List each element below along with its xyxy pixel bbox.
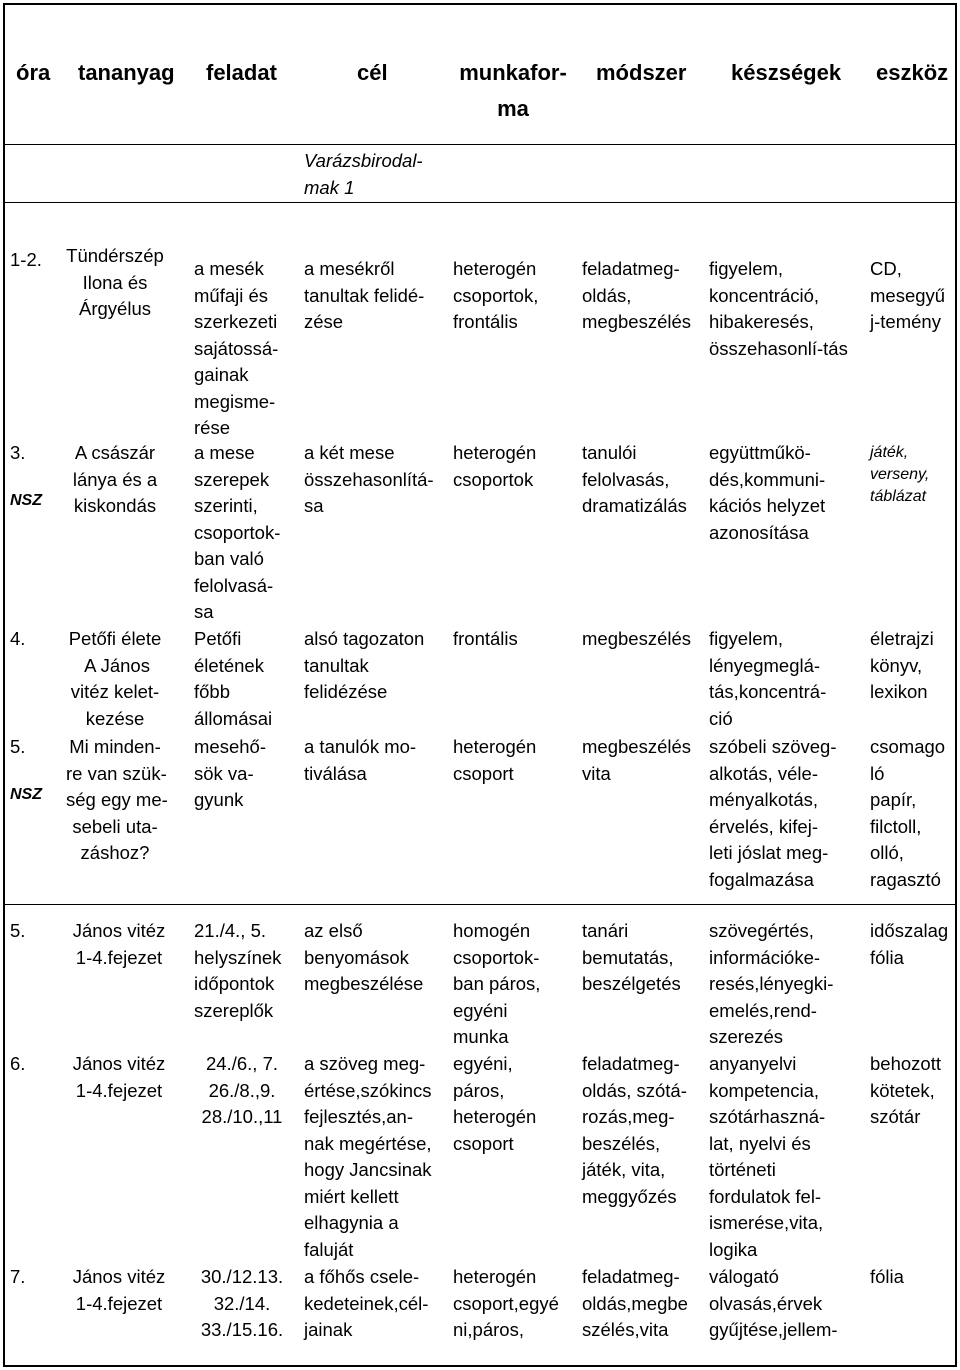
row6-tananyag: János vitéz 1-4.fejezet bbox=[72, 1053, 166, 1101]
row5-modszer: tanári bemutatás, beszélgetés bbox=[582, 920, 681, 994]
row2-munkaforma: heterogén csoportok bbox=[453, 442, 537, 490]
row2-modszer: tanulói felolvasás, dramatizálás bbox=[582, 442, 687, 516]
row2-eszkoz: játék, verseny, táblázat bbox=[870, 444, 930, 505]
row3-modszer: megbeszélés bbox=[582, 628, 692, 649]
row3-eszkoz: életrajzi könyv, lexikon bbox=[870, 628, 934, 702]
row4-modszer: megbeszélés vita bbox=[582, 736, 692, 784]
row1-ora: 1-2. bbox=[10, 249, 42, 270]
row4-tananyag: Mi minden- re van szük- ség egy me- sebeli uta- záshoz? bbox=[66, 736, 168, 863]
row5-cel: az első benyomások megbeszélése bbox=[304, 920, 424, 994]
header-feladat: feladat bbox=[206, 60, 277, 85]
header-ora: óra bbox=[16, 60, 51, 85]
row6-feladat: 24./6., 7. 26./8.,9. 28./10.,11 bbox=[201, 1053, 283, 1127]
header-cel: cél bbox=[357, 60, 388, 85]
row1-tananyag: Tündérszép Ilona és Árgyélus bbox=[66, 245, 164, 319]
row5-ora: 5. bbox=[10, 920, 26, 941]
row7-keszsegek: válogató olvasás,érvek gyűjtése,jellem- bbox=[709, 1266, 838, 1340]
row5-keszsegek: szövegértés, információke- resés,lényegki- emelés,rend- szerezés bbox=[709, 920, 834, 1047]
row7-eszkoz: fólia bbox=[870, 1266, 904, 1287]
row6-ora: 6. bbox=[10, 1053, 26, 1074]
row2-ora-tag: NSZ bbox=[10, 492, 42, 509]
row1-feladat: a mesék műfaji és szerkezeti sajátossá- gainak megisme- rése bbox=[194, 258, 279, 438]
row3-tananyag: Petőfi élete A János vitéz kelet- kezése bbox=[68, 628, 162, 729]
row7-cel: a főhős csele- kedeteinek,cél- jainak bbox=[304, 1266, 429, 1340]
row3-cel: alsó tagozaton tanultak felidézése bbox=[304, 628, 425, 702]
row1-keszsegek: figyelem, koncentráció, hibakeresés, összehasonlí-tás bbox=[709, 258, 848, 359]
row4-keszsegek: szóbeli szöveg- alkotás, véle- ményalkotás, érvelés, kifej- leti jóslat meg- fogalmazása bbox=[709, 736, 837, 890]
row5-eszkoz: időszalag fólia bbox=[870, 920, 949, 968]
row6-munkaforma: egyéni, páros, heterogén csoport bbox=[453, 1053, 537, 1154]
header-eszkoz: eszköz bbox=[876, 60, 949, 85]
row7-modszer: feladatmeg- oldás,megbe szélés,vita bbox=[582, 1266, 688, 1340]
row5-munkaforma: homogén csoportok- ban páros, egyéni munka bbox=[453, 920, 541, 1047]
row3-ora: 4. bbox=[10, 628, 26, 649]
row4-munkaforma: heterogén csoport bbox=[453, 736, 537, 784]
row1-modszer: feladatmeg- oldás, megbeszélés bbox=[582, 258, 692, 332]
section-divider bbox=[3, 202, 957, 203]
row1-munkaforma: heterogén csoportok, frontális bbox=[453, 258, 539, 332]
row2-ora: 3. bbox=[10, 442, 26, 463]
row1-cel: a mesékről tanultak felidé- zése bbox=[304, 258, 425, 332]
row4-cel: a tanulók mo- tiválása bbox=[304, 736, 417, 784]
row4-eszkoz: csomago ló papír, filctoll, olló, ragasztó bbox=[870, 736, 946, 890]
row6-eszkoz: behozott kötetek, szótár bbox=[870, 1053, 941, 1127]
header-modszer: módszer bbox=[596, 60, 687, 85]
row7-ora: 7. bbox=[10, 1266, 26, 1287]
row3-munkaforma: frontális bbox=[453, 628, 518, 649]
row7-munkaforma: heterogén csoport,egyé ni,páros, bbox=[453, 1266, 559, 1340]
row3-feladat: Petőfi életének főbb állomásai bbox=[194, 628, 273, 729]
row7-feladat: 30./12.13. 32./14. 33./15.16. bbox=[200, 1266, 284, 1340]
row6-modszer: feladatmeg- oldás, szótá- rozás,meg- beszélés, játék, vita, meggyőzés bbox=[582, 1053, 687, 1207]
row6-cel: a szöveg meg- értése,szókincs fejlesztés,an- nak megértése, hogy Jancsinak miért kellett elhagynia a faluját bbox=[304, 1053, 432, 1260]
row2-tananyag: A császár lánya és a kiskondás bbox=[72, 442, 158, 516]
row1-eszkoz: CD, mesegyű j-temény bbox=[870, 258, 946, 332]
section-title: Varázsbirodal- mak 1 bbox=[304, 150, 423, 198]
header-munkaforma: munkafor- ma bbox=[459, 60, 567, 121]
header-divider bbox=[3, 144, 957, 145]
row4-feladat: mesehő- sök va- gyunk bbox=[194, 736, 266, 810]
row3-keszsegek: figyelem, lényegmeglá- tás,koncentrá- ció bbox=[709, 628, 827, 729]
row2-feladat: a mese szerepek szerinti, csoportok- ban való felolvasá- sa bbox=[194, 442, 281, 622]
row5-tananyag: János vitéz 1-4.fejezet bbox=[72, 920, 166, 968]
row5-feladat: 21./4., 5. helyszínek időpontok szereplők bbox=[194, 920, 282, 1021]
row2-cel: a két mese összehasonlítá- sa bbox=[304, 442, 434, 516]
block-divider bbox=[3, 904, 957, 905]
header-keszsegek: készségek bbox=[731, 60, 842, 85]
row7-tananyag: János vitéz 1-4.fejezet bbox=[72, 1266, 166, 1314]
row4-ora-tag: NSZ bbox=[10, 786, 42, 803]
row6-keszsegek: anyanyelvi kompetencia, szótárhaszná- lat, nyelvi és történeti fordulatok fel- ismerése,vita, logika bbox=[709, 1053, 826, 1260]
row2-keszsegek: együttműkö- dés,kommuni- kációs helyzet azonosítása bbox=[709, 442, 826, 543]
row4-ora: 5. bbox=[10, 736, 26, 757]
header-tananyag: tananyag bbox=[78, 60, 175, 85]
